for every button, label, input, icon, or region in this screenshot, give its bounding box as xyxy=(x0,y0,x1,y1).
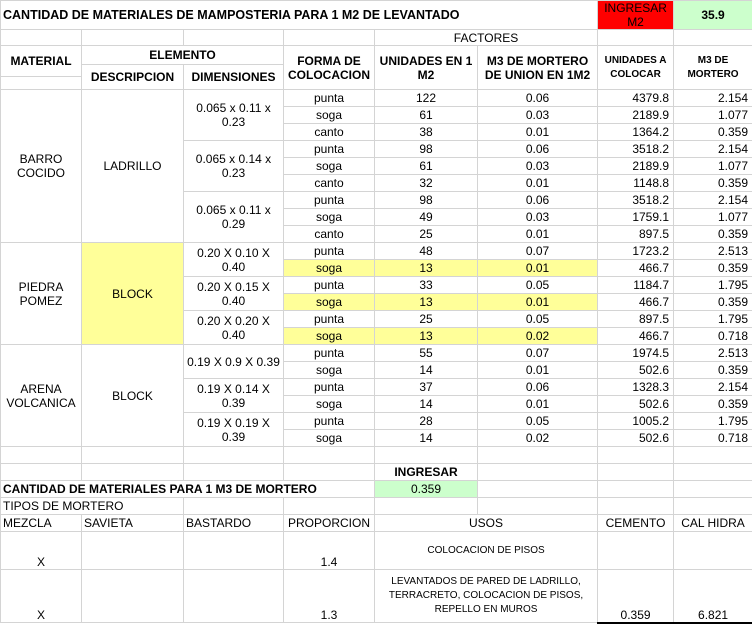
mortero-cell: 0.06 xyxy=(478,141,598,158)
unidades-cell: 61 xyxy=(375,107,478,124)
m3-mortero-cell: 0.359 xyxy=(674,124,752,141)
forma-cell: punta xyxy=(284,413,375,430)
m3-mortero-cell: 0.718 xyxy=(674,328,752,345)
unidades-cell: 32 xyxy=(375,175,478,192)
m3-mortero-cell: 1.077 xyxy=(674,107,752,124)
forma-cell: punta xyxy=(284,243,375,260)
cemento-cell: 0.359 xyxy=(598,570,674,623)
unidades-cell: 13 xyxy=(375,294,478,311)
unidades-cell: 14 xyxy=(375,362,478,379)
mortero-cell: 0.07 xyxy=(478,345,598,362)
mortero-cell: 0.07 xyxy=(478,243,598,260)
cell[interactable] xyxy=(674,498,752,515)
m3-mortero-cell: 1.077 xyxy=(674,209,752,226)
cell[interactable] xyxy=(674,30,752,46)
m3-mortero-cell: 2.513 xyxy=(674,345,752,362)
material-barro-cocido: BARRO COCIDO xyxy=(1,90,82,243)
cell[interactable] xyxy=(184,570,284,623)
unidades-colocar-cell: 1974.5 xyxy=(598,345,674,362)
unidades-cell: 14 xyxy=(375,430,478,447)
proporcion-cell: 1.3 xyxy=(284,570,375,623)
cell[interactable] xyxy=(184,464,284,481)
cell[interactable] xyxy=(1,447,82,464)
cell[interactable] xyxy=(598,447,674,464)
mortero-cell: 0.06 xyxy=(478,192,598,209)
cell[interactable] xyxy=(82,447,184,464)
cell[interactable] xyxy=(1,30,82,46)
unidades-colocar-cell: 1328.3 xyxy=(598,379,674,396)
cell[interactable] xyxy=(674,532,752,570)
unidades-cell: 122 xyxy=(375,90,478,107)
forma-cell: soga xyxy=(284,260,375,277)
dimension-cell: 0.20 X 0.15 X 0.40 xyxy=(184,277,284,311)
forma-cell: soga xyxy=(284,158,375,175)
unidades-colocar-cell: 466.7 xyxy=(598,260,674,277)
unidades-cell: 14 xyxy=(375,396,478,413)
m3-mortero-cell: 1.795 xyxy=(674,277,752,294)
m3-mortero-cell: 1.795 xyxy=(674,311,752,328)
unidades-cell: 49 xyxy=(375,209,478,226)
unidades-cell: 28 xyxy=(375,413,478,430)
mortero-cell: 0.06 xyxy=(478,379,598,396)
unidades-colocar-cell: 502.6 xyxy=(598,396,674,413)
cell[interactable] xyxy=(598,481,674,498)
mortero-cell: 0.02 xyxy=(478,328,598,345)
mortero-cell: 0.05 xyxy=(478,277,598,294)
header-unidades-colocar: UNIDADES A COLOCAR xyxy=(598,46,674,90)
mortero-cell: 0.06 xyxy=(478,90,598,107)
usos-cell: LEVANTADOS DE PARED DE LADRILLO, TERRACRETO, COLOCACION DE PISOS, REPELLO EN MUROS xyxy=(375,570,598,623)
m3-mortero-cell: 0.359 xyxy=(674,294,752,311)
m3-mortero-cell: 2.513 xyxy=(674,243,752,260)
cell[interactable] xyxy=(478,481,598,498)
cell[interactable] xyxy=(375,447,478,464)
mortero-cell: 0.05 xyxy=(478,413,598,430)
mortero-cell: 0.01 xyxy=(478,396,598,413)
cell[interactable] xyxy=(1,464,82,481)
forma-cell: punta xyxy=(284,311,375,328)
dimension-cell: 0.19 X 0.19 X 0.39 xyxy=(184,413,284,447)
cell[interactable] xyxy=(478,447,598,464)
m3-mortero-cell: 2.154 xyxy=(674,192,752,209)
m3-mortero-cell: 1.077 xyxy=(674,158,752,175)
cell[interactable] xyxy=(284,30,375,46)
m3-mortero-cell: 0.359 xyxy=(674,396,752,413)
ingresar-m2-label: INGRESAR M2 xyxy=(598,1,674,30)
forma-cell: punta xyxy=(284,192,375,209)
unidades-cell: 13 xyxy=(375,260,478,277)
cell[interactable] xyxy=(478,498,598,515)
unidades-colocar-cell: 3518.2 xyxy=(598,192,674,209)
cell[interactable] xyxy=(82,30,184,46)
material-arena-volcanica: ARENA VOLCANICA xyxy=(1,345,82,447)
m3-mortero-cell: 2.154 xyxy=(674,141,752,158)
cell[interactable] xyxy=(598,30,674,46)
forma-cell: soga xyxy=(284,396,375,413)
header-usos: USOS xyxy=(375,515,598,532)
dimension-cell: 0.20 X 0.20 X 0.40 xyxy=(184,311,284,345)
forma-cell: soga xyxy=(284,294,375,311)
descripcion-block: BLOCK xyxy=(82,243,184,345)
cell[interactable] xyxy=(375,498,478,515)
unidades-cell: 48 xyxy=(375,243,478,260)
ingresar-label: INGRESAR xyxy=(375,464,478,481)
forma-cell: punta xyxy=(284,345,375,362)
unidades-cell: 55 xyxy=(375,345,478,362)
cell[interactable] xyxy=(284,498,375,515)
unidades-cell: 98 xyxy=(375,141,478,158)
unidades-cell: 25 xyxy=(375,226,478,243)
mortero-cell: 0.01 xyxy=(478,260,598,277)
forma-cell: canto xyxy=(284,175,375,192)
unidades-colocar-cell: 1759.1 xyxy=(598,209,674,226)
cell[interactable] xyxy=(284,447,375,464)
cell[interactable] xyxy=(82,570,184,623)
unidades-colocar-cell: 1364.2 xyxy=(598,124,674,141)
header-elemento: ELEMENTO xyxy=(82,46,284,65)
m3-mortero-cell: 0.359 xyxy=(674,175,752,192)
mortero-cell: 0.05 xyxy=(478,311,598,328)
unidades-cell: 37 xyxy=(375,379,478,396)
cell[interactable] xyxy=(1,77,82,90)
cell[interactable] xyxy=(598,532,674,570)
unidades-colocar-cell: 2189.9 xyxy=(598,107,674,124)
ingresar-m2-input[interactable]: 35.9 xyxy=(674,1,752,30)
unidades-cell: 61 xyxy=(375,158,478,175)
mezcla-cell: X xyxy=(1,532,82,570)
mezcla-cell: X xyxy=(1,570,82,623)
ingresar-m3-input[interactable]: 0.359 xyxy=(375,481,478,498)
unidades-colocar-cell: 1723.2 xyxy=(598,243,674,260)
unidades-cell: 13 xyxy=(375,328,478,345)
cell[interactable] xyxy=(184,447,284,464)
header-proporcion: PROPORCION xyxy=(284,515,375,532)
cell[interactable] xyxy=(674,447,752,464)
descripcion-ladrillo: LADRILLO xyxy=(82,90,184,243)
forma-cell: punta xyxy=(284,90,375,107)
header-descripcion: DESCRIPCION xyxy=(82,65,184,90)
unidades-colocar-cell: 897.5 xyxy=(598,226,674,243)
mortero-cell: 0.01 xyxy=(478,294,598,311)
unidades-colocar-cell: 502.6 xyxy=(598,430,674,447)
dimension-cell: 0.065 x 0.11 x 0.29 xyxy=(184,192,284,243)
header-mortero-union: M3 DE MORTERO DE UNION EN 1M2 xyxy=(478,46,598,90)
factores-label: FACTORES xyxy=(375,30,598,46)
cell[interactable] xyxy=(674,481,752,498)
m3-mortero-cell: 0.718 xyxy=(674,430,752,447)
cell[interactable] xyxy=(82,464,184,481)
header-material: MATERIAL xyxy=(1,46,82,77)
cell[interactable] xyxy=(184,498,284,515)
unidades-colocar-cell: 1148.8 xyxy=(598,175,674,192)
unidades-colocar-cell: 1005.2 xyxy=(598,413,674,430)
cell[interactable] xyxy=(674,464,752,481)
material-piedra-pomez: PIEDRA POMEZ xyxy=(1,243,82,345)
cell[interactable] xyxy=(184,30,284,46)
unidades-cell: 98 xyxy=(375,192,478,209)
header-bastardo: BASTARDO xyxy=(184,515,284,532)
usos-cell: COLOCACION DE PISOS xyxy=(375,532,598,570)
unidades-colocar-cell: 897.5 xyxy=(598,311,674,328)
forma-cell: soga xyxy=(284,430,375,447)
header-unidades-1m2: UNIDADES EN 1 M2 xyxy=(375,46,478,90)
header-savieta: SAVIETA xyxy=(82,515,184,532)
unidades-colocar-cell: 466.7 xyxy=(598,294,674,311)
forma-cell: canto xyxy=(284,226,375,243)
dimension-cell: 0.065 x 0.14 x 0.23 xyxy=(184,141,284,192)
m3-mortero-cell: 0.359 xyxy=(674,260,752,277)
cell[interactable] xyxy=(478,464,598,481)
unidades-colocar-cell: 502.6 xyxy=(598,362,674,379)
cal-hidra-cell: 6.821 xyxy=(674,570,752,623)
cell[interactable] xyxy=(284,464,375,481)
dimension-cell: 0.19 X 0.14 X 0.39 xyxy=(184,379,284,413)
unidades-colocar-cell: 1184.7 xyxy=(598,277,674,294)
mortero-cell: 0.01 xyxy=(478,362,598,379)
header-cemento: CEMENTO xyxy=(598,515,674,532)
cell[interactable] xyxy=(598,498,674,515)
forma-cell: punta xyxy=(284,141,375,158)
forma-cell: soga xyxy=(284,209,375,226)
header-mezcla: MEZCLA xyxy=(1,515,82,532)
dimension-cell: 0.065 x 0.11 x 0.23 xyxy=(184,90,284,141)
dimension-cell: 0.19 X 0.9 X 0.39 xyxy=(184,345,284,379)
mortero-cell: 0.02 xyxy=(478,430,598,447)
cell[interactable] xyxy=(184,532,284,570)
mortero-cell: 0.01 xyxy=(478,175,598,192)
proporcion-cell: 1.4 xyxy=(284,532,375,570)
m3-mortero-cell: 0.359 xyxy=(674,226,752,243)
forma-cell: punta xyxy=(284,379,375,396)
cell[interactable] xyxy=(82,532,184,570)
header-dimensiones: DIMENSIONES xyxy=(184,65,284,90)
unidades-cell: 38 xyxy=(375,124,478,141)
forma-cell: soga xyxy=(284,328,375,345)
mortero-cell: 0.03 xyxy=(478,158,598,175)
mortero-cell: 0.01 xyxy=(478,226,598,243)
dimension-cell: 0.20 X 0.10 X 0.40 xyxy=(184,243,284,277)
sheet-title: CANTIDAD DE MATERIALES DE MAMPOSTERIA PARA 1 M2 DE LEVANTADO xyxy=(1,1,598,30)
forma-cell: punta xyxy=(284,277,375,294)
cell[interactable] xyxy=(598,464,674,481)
unidades-colocar-cell: 3518.2 xyxy=(598,141,674,158)
unidades-colocar-cell: 4379.8 xyxy=(598,90,674,107)
m3-mortero-cell: 2.154 xyxy=(674,379,752,396)
header-m3-mortero: M3 DE MORTERO xyxy=(674,46,752,90)
m3-mortero-cell: 2.154 xyxy=(674,90,752,107)
forma-cell: canto xyxy=(284,124,375,141)
unidades-colocar-cell: 2189.9 xyxy=(598,158,674,175)
mortero-cell: 0.03 xyxy=(478,209,598,226)
forma-cell: soga xyxy=(284,362,375,379)
mortero-title: CANTIDAD DE MATERIALES PARA 1 M3 DE MORTERO xyxy=(1,481,375,498)
m3-mortero-cell: 1.795 xyxy=(674,413,752,430)
unidades-colocar-cell: 466.7 xyxy=(598,328,674,345)
descripcion-block: BLOCK xyxy=(82,345,184,447)
m3-mortero-cell: 0.359 xyxy=(674,362,752,379)
header-cal-hidra: CAL HIDRA xyxy=(674,515,752,532)
mortero-cell: 0.03 xyxy=(478,107,598,124)
tipos-mortero-label: TIPOS DE MORTERO xyxy=(1,498,184,515)
unidades-cell: 25 xyxy=(375,311,478,328)
header-forma: FORMA DE COLOCACION xyxy=(284,46,375,90)
forma-cell: soga xyxy=(284,107,375,124)
mortero-cell: 0.01 xyxy=(478,124,598,141)
unidades-cell: 33 xyxy=(375,277,478,294)
